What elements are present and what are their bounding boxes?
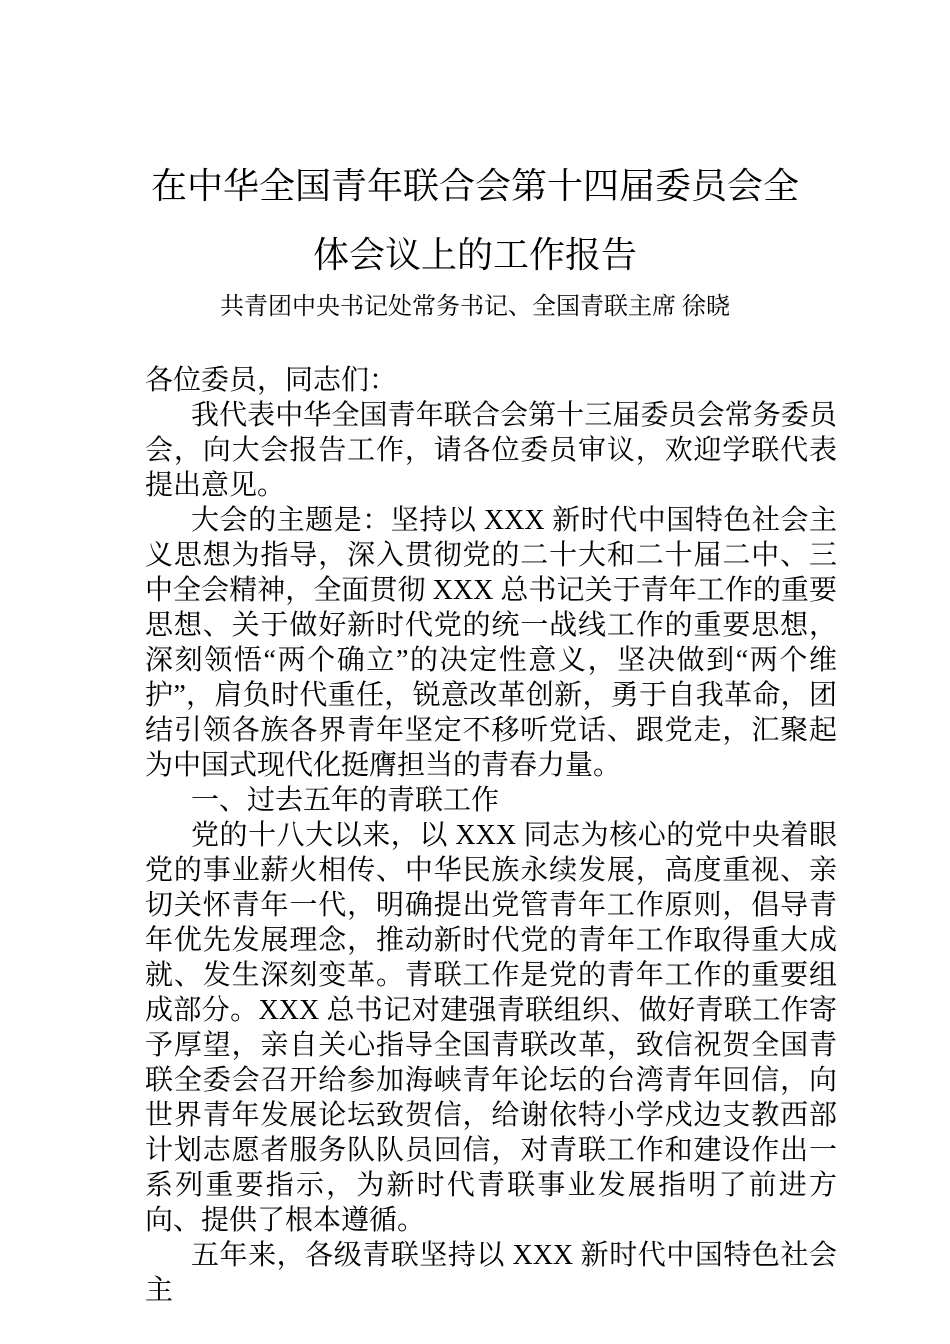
paragraph-section-body: 党的十八大以来，以 XXX 同志为核心的党中央着眼党的事业薪火相传、中华民族永续发展，高度重视、亲切关怀青年一代，明确提出党管青年工作原则，倡导青年优先发展理念，推动新时代党的青年工作取得重大成就、发生深刻变革。青联工作是党的青年工作的重要组成部分。XXX 总书记对建强青联组织、做好青联工作寄予厚望，亲自关心指导全国青联改革，致信祝贺全国青联全委会召开给参加海峡青年论坛的台湾青年回信，向世界青年发展论坛致贺信，给谢依特小学戍边支教西部计划志愿者服务队队员回信，对青联工作和建设作出一系列重要指示，为新时代青联事业发展指明了前进方向、提供了根本遵循。 [145,820,837,1236]
document-title: 在中华全国青年联合会第十四届委员会全体会议上的工作报告 [150,166,799,275]
document-byline: 共青团中央书记处常务书记、全国青联主席 徐晓 [220,294,730,320]
document-header [0,0,950,325]
section-heading-past-five-years: 一、过去五年的青联工作 [191,785,500,816]
document-body [0,363,837,1308]
paragraph-conference-theme: 大会的主题是：坚持以 XXX 新时代中国特色社会主义思想为指导，深入贯彻党的二十大和二十届二中、三中全会精神，全面贯彻 XXX 总书记关于青年工作的重要思想、关于做好新时代党的统一战线工作的重要思想，深刻领悟“两个确立”的决定性意义，坚决做到“两个维护”，肩负时代重任，锐意改革创新，勇于自我革命，团结引领各族各界青年坚定不移听党话、跟党走，汇聚起为中国式现代化挺膺担当的青春力量。 [145,505,837,781]
salutation-line: 各位委员，同志们： [145,365,398,396]
paragraph-report-intro: 我代表中华全国青年联合会第十三届委员会常务委员会，向大会报告工作，请各位委员审议，欢迎学联代表提出意见。 [145,400,837,501]
paragraph-trailing-cutoff: 五年来，各级青联坚持以 XXX 新时代中国特色社会主 [145,1240,837,1306]
